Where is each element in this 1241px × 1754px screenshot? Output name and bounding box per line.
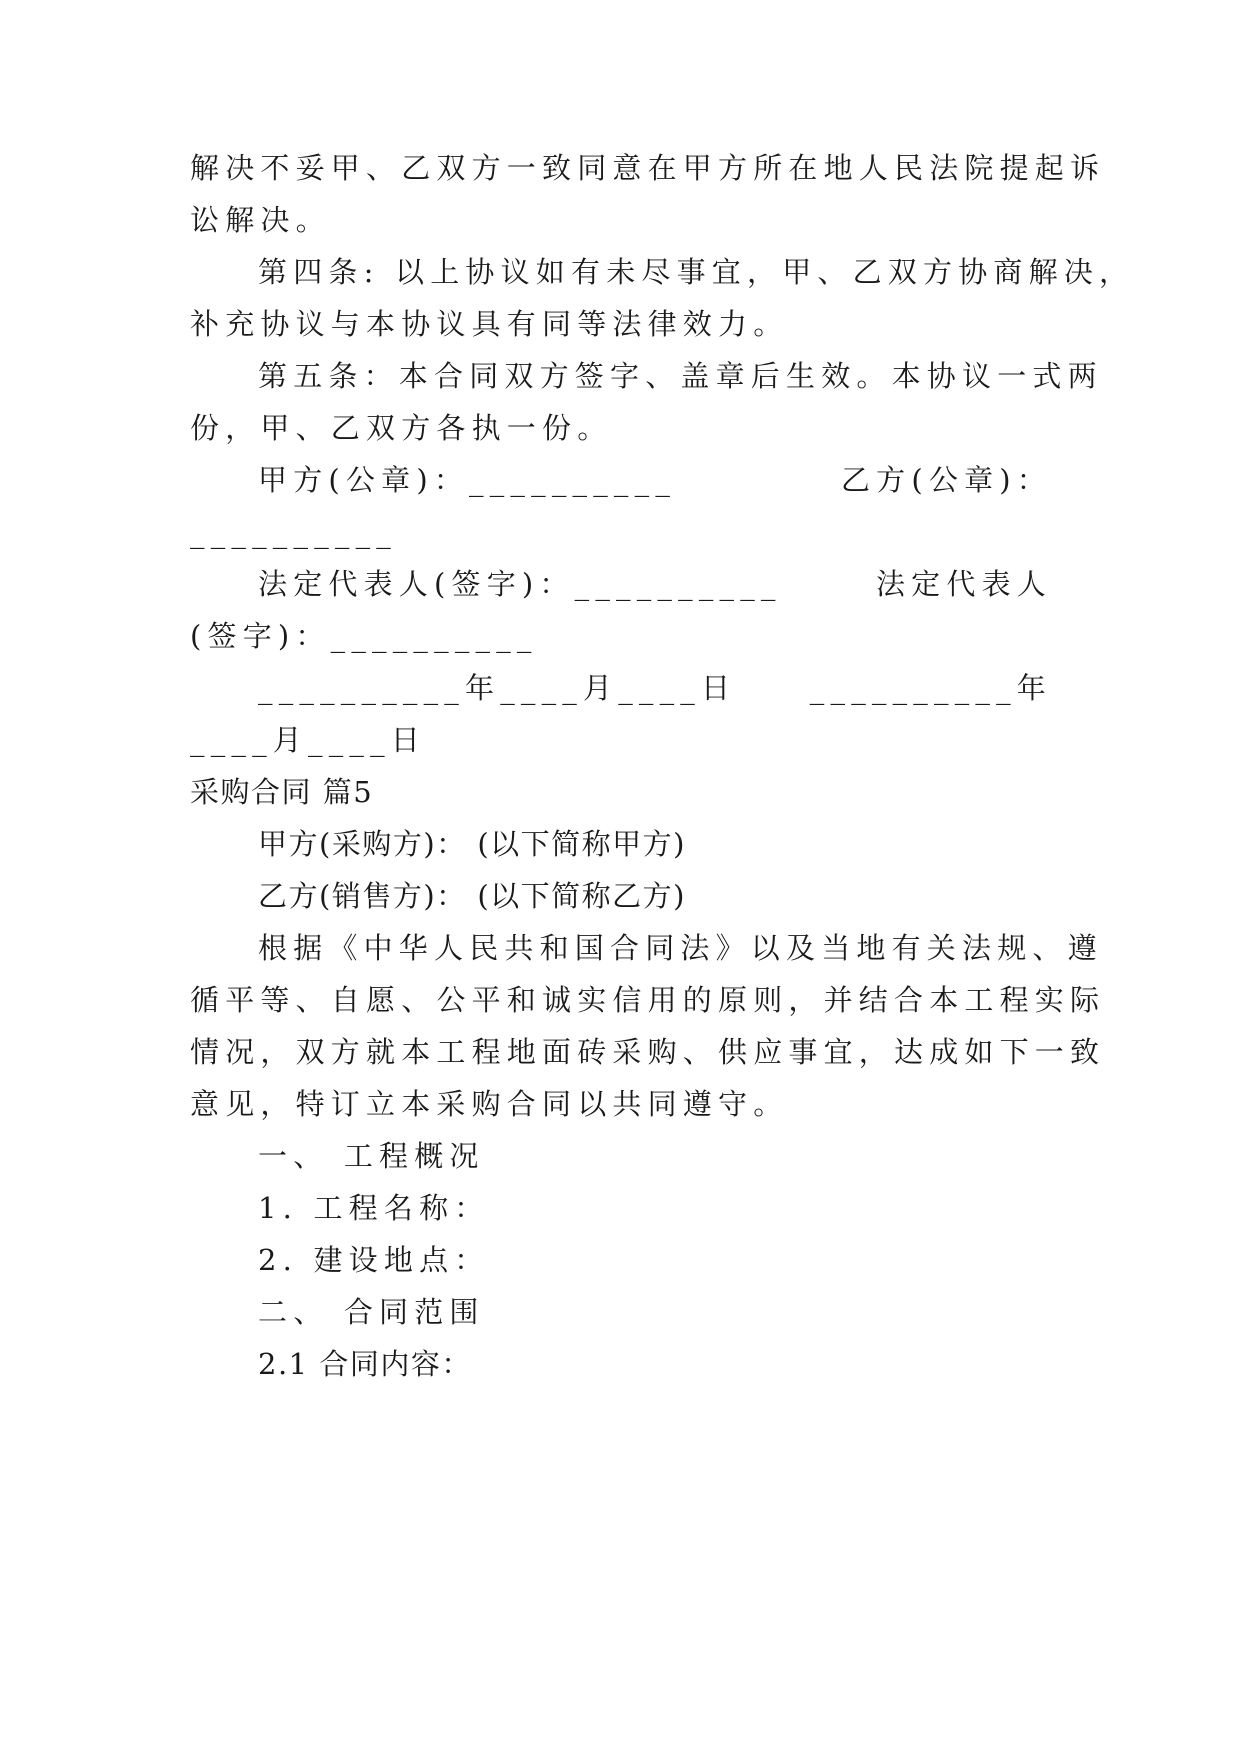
- paragraph-line: 补充协议与本协议具有同等法律效力。: [190, 307, 789, 341]
- article-5-line: 第五条：本合同双方签字、盖章后生效。本协议一式两: [258, 359, 1103, 393]
- outline-heading: 一、 工程概况: [258, 1139, 485, 1173]
- outline-heading: 二、 合同范围: [258, 1295, 485, 1329]
- party-a-representative: 法定代表人(签字)：__________: [258, 567, 782, 601]
- outline-item: 2.1 合同内容：: [258, 1347, 472, 1381]
- preamble-line: 意见，特订立本采购合同以共同遵守。: [190, 1087, 789, 1121]
- section-title: 采购合同 篇5: [190, 775, 374, 809]
- preamble-line: 循平等、自愿、公平和诚实信用的原则，并结合本工程实际: [190, 983, 1106, 1017]
- paragraph-line: 讼解决。: [190, 203, 331, 237]
- outline-item: 1. 工程名称：: [258, 1191, 490, 1225]
- preamble-line: 情况，双方就本工程地面砖采购、供应事宜，达成如下一致: [190, 1035, 1106, 1069]
- article-4-line: 第四条: 以上协议如有未尽事宜，甲、乙双方协商解决，: [258, 255, 1135, 289]
- paragraph-line: 解决不妥甲、乙双方一致同意在甲方所在地人民法院提起诉: [190, 151, 1106, 185]
- party-b-seal: 乙方(公章)：: [840, 463, 1052, 497]
- party-b-date-cont: ____月____日: [190, 723, 427, 757]
- party-b-representative: 法定代表人: [875, 567, 1052, 601]
- preamble-line: 根据《中华人民共和国合同法》以及当地有关法规、遵: [258, 931, 1103, 965]
- paragraph-line: 份，甲、乙双方各执一份。: [190, 411, 613, 445]
- party-a-date: __________年____月____日: [258, 671, 737, 705]
- party-a-seal: 甲方(公章)：__________: [258, 463, 677, 497]
- party-b-date: __________年: [809, 671, 1052, 705]
- party-b-seal-blank: __________: [190, 515, 397, 549]
- outline-item: 2. 建设地点：: [258, 1243, 490, 1277]
- party-b-intro: 乙方(销售方)： (以下简称乙方): [258, 879, 686, 913]
- party-a-intro: 甲方(采购方)： (以下简称甲方): [258, 827, 686, 861]
- party-b-representative-cont: (签字)：__________: [190, 619, 538, 653]
